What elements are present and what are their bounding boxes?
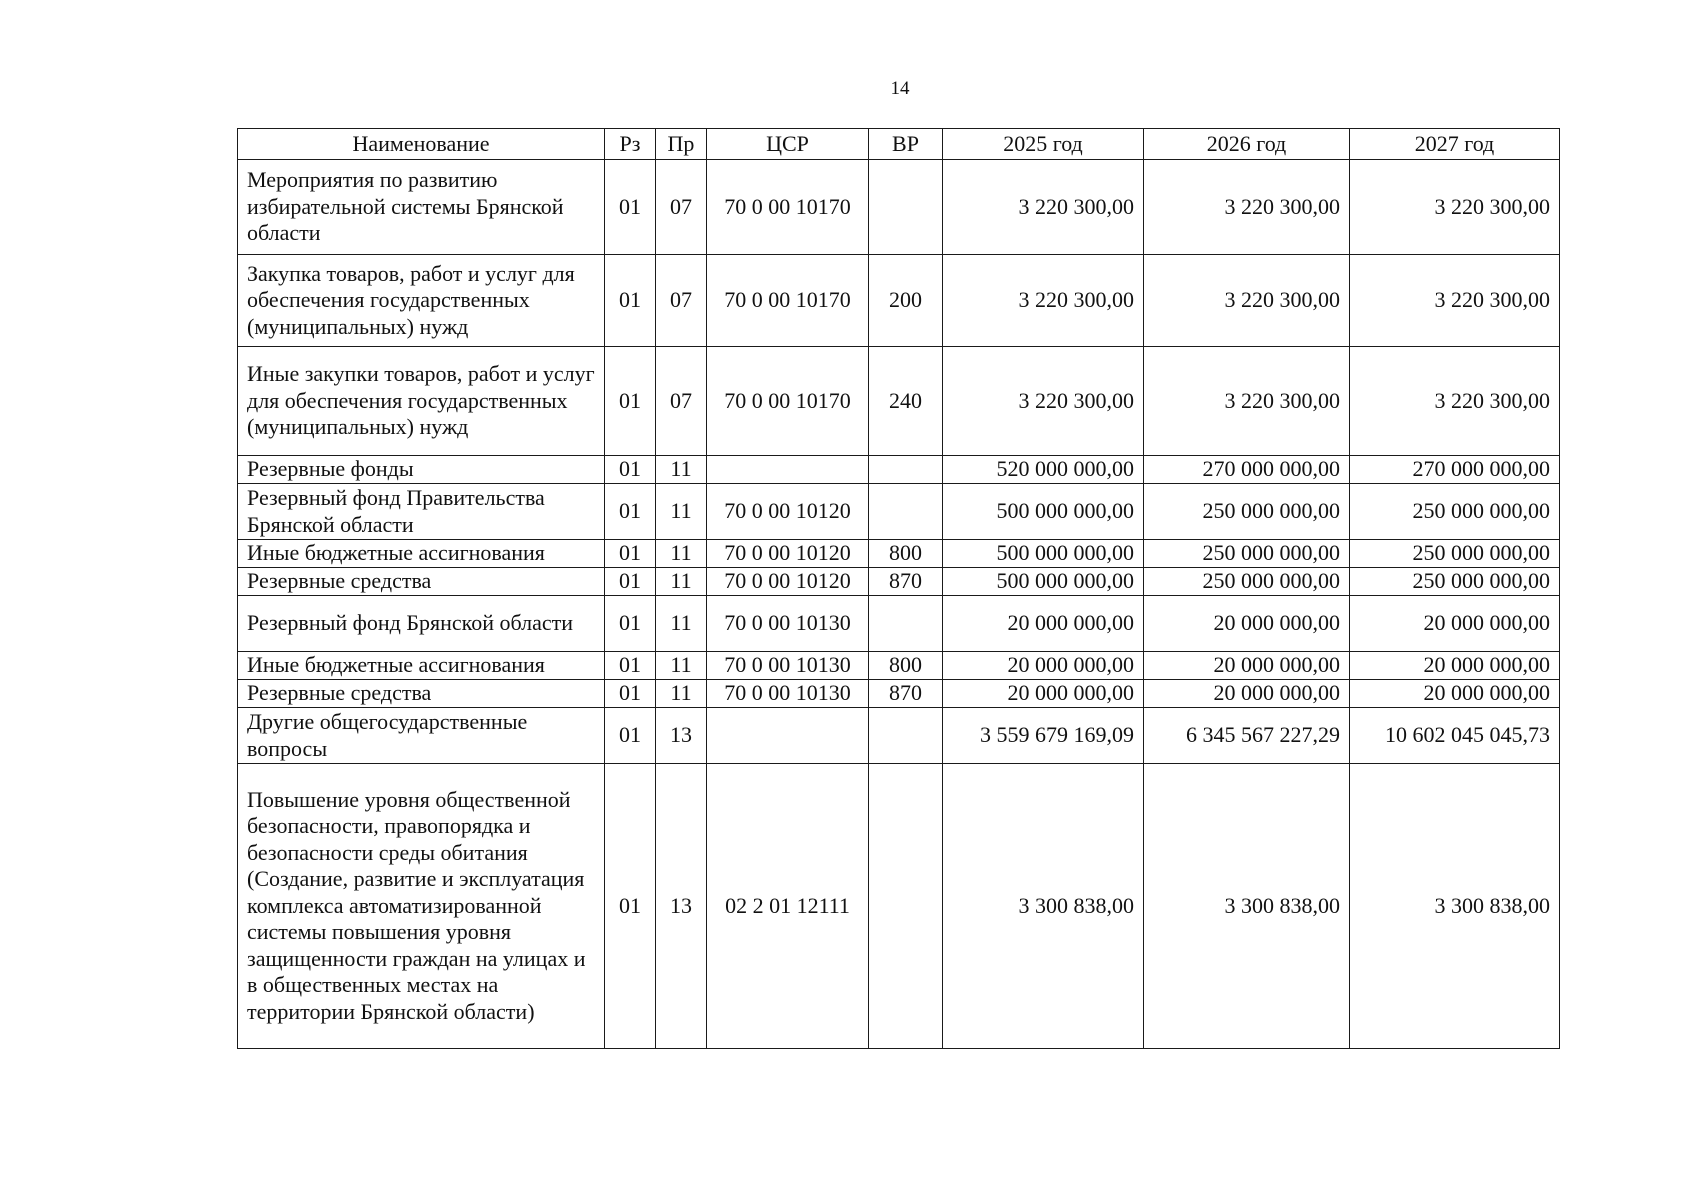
cell-2025: 20 000 000,00 xyxy=(943,596,1144,652)
cell-2025: 520 000 000,00 xyxy=(943,456,1144,484)
table-row xyxy=(238,708,1560,764)
cell-2027: 20 000 000,00 xyxy=(1350,680,1560,708)
budget-table xyxy=(237,128,1560,1049)
cell-name: Повышение уровня общественной безопасности, правопорядка и безопасности среды обитания (Создание, развитие и эксплуатация комплекса автоматизированной системы повышения уровня защищенности граждан на улицах и в общественных местах на территории Брянской области) xyxy=(238,764,605,1049)
table-row xyxy=(238,680,1560,708)
cell-csr: 70 0 00 10170 xyxy=(707,160,869,255)
cell-2025: 3 220 300,00 xyxy=(943,347,1144,456)
cell-vr: 870 xyxy=(869,568,943,596)
cell-pr: 11 xyxy=(656,596,707,652)
cell-2025: 3 220 300,00 xyxy=(943,160,1144,255)
cell-pr: 07 xyxy=(656,255,707,347)
cell-csr: 70 0 00 10120 xyxy=(707,484,869,540)
cell-2026: 3 220 300,00 xyxy=(1144,255,1350,347)
header-pr: Пр xyxy=(656,129,707,160)
table-row xyxy=(238,456,1560,484)
cell-2025: 3 300 838,00 xyxy=(943,764,1144,1049)
table-row xyxy=(238,484,1560,540)
cell-name: Резервные фонды xyxy=(238,456,605,484)
cell-rz: 01 xyxy=(605,484,656,540)
cell-rz: 01 xyxy=(605,764,656,1049)
cell-rz: 01 xyxy=(605,708,656,764)
cell-2026: 3 300 838,00 xyxy=(1144,764,1350,1049)
table-row xyxy=(238,160,1560,255)
cell-vr xyxy=(869,484,943,540)
cell-2027: 3 220 300,00 xyxy=(1350,255,1560,347)
cell-2027: 20 000 000,00 xyxy=(1350,596,1560,652)
cell-2027: 3 300 838,00 xyxy=(1350,764,1560,1049)
table-header-row xyxy=(238,129,1560,160)
cell-2025: 500 000 000,00 xyxy=(943,540,1144,568)
cell-csr: 70 0 00 10130 xyxy=(707,596,869,652)
cell-name: Резервные средства xyxy=(238,680,605,708)
cell-2026: 3 220 300,00 xyxy=(1144,347,1350,456)
cell-vr: 870 xyxy=(869,680,943,708)
cell-2026: 250 000 000,00 xyxy=(1144,540,1350,568)
cell-name: Иные бюджетные ассигнования xyxy=(238,652,605,680)
cell-2026: 20 000 000,00 xyxy=(1144,652,1350,680)
table-row xyxy=(238,652,1560,680)
cell-rz: 01 xyxy=(605,540,656,568)
header-rz: Рз xyxy=(605,129,656,160)
table-row xyxy=(238,596,1560,652)
cell-pr: 11 xyxy=(656,484,707,540)
cell-name: Иные бюджетные ассигнования xyxy=(238,540,605,568)
header-name: Наименование xyxy=(238,129,605,160)
cell-name: Резервные средства xyxy=(238,568,605,596)
cell-2027: 3 220 300,00 xyxy=(1350,347,1560,456)
cell-name: Иные закупки товаров, работ и услуг для обеспечения государственных (муниципальных) нужд xyxy=(238,347,605,456)
cell-rz: 01 xyxy=(605,160,656,255)
cell-name: Резервный фонд Брянской области xyxy=(238,596,605,652)
cell-rz: 01 xyxy=(605,568,656,596)
cell-csr xyxy=(707,456,869,484)
cell-csr: 70 0 00 10170 xyxy=(707,347,869,456)
cell-pr: 11 xyxy=(656,680,707,708)
cell-pr: 11 xyxy=(656,568,707,596)
cell-pr: 13 xyxy=(656,708,707,764)
cell-pr: 07 xyxy=(656,160,707,255)
cell-2025: 20 000 000,00 xyxy=(943,652,1144,680)
table-row xyxy=(238,568,1560,596)
header-csr: ЦСР xyxy=(707,129,869,160)
cell-name: Другие общегосударственные вопросы xyxy=(238,708,605,764)
cell-name: Резервный фонд Правительства Брянской области xyxy=(238,484,605,540)
header-2027: 2027 год xyxy=(1350,129,1560,160)
cell-pr: 11 xyxy=(656,456,707,484)
cell-2027: 250 000 000,00 xyxy=(1350,484,1560,540)
cell-csr: 70 0 00 10120 xyxy=(707,568,869,596)
cell-pr: 13 xyxy=(656,764,707,1049)
cell-2027: 3 220 300,00 xyxy=(1350,160,1560,255)
cell-2026: 20 000 000,00 xyxy=(1144,596,1350,652)
cell-vr xyxy=(869,596,943,652)
cell-rz: 01 xyxy=(605,255,656,347)
cell-2025: 500 000 000,00 xyxy=(943,568,1144,596)
cell-csr xyxy=(707,708,869,764)
header-2026: 2026 год xyxy=(1144,129,1350,160)
cell-vr: 200 xyxy=(869,255,943,347)
header-vr: ВР xyxy=(869,129,943,160)
cell-name: Закупка товаров, работ и услуг для обеспечения государственных (муниципальных) нужд xyxy=(238,255,605,347)
cell-2027: 270 000 000,00 xyxy=(1350,456,1560,484)
cell-csr: 70 0 00 10170 xyxy=(707,255,869,347)
cell-csr: 70 0 00 10130 xyxy=(707,680,869,708)
cell-pr: 11 xyxy=(656,652,707,680)
cell-csr: 02 2 01 12111 xyxy=(707,764,869,1049)
cell-vr xyxy=(869,456,943,484)
cell-vr: 800 xyxy=(869,540,943,568)
cell-csr: 70 0 00 10130 xyxy=(707,652,869,680)
cell-name: Мероприятия по развитию избирательной системы Брянской области xyxy=(238,160,605,255)
cell-2027: 250 000 000,00 xyxy=(1350,540,1560,568)
cell-vr xyxy=(869,160,943,255)
cell-vr: 240 xyxy=(869,347,943,456)
cell-rz: 01 xyxy=(605,456,656,484)
cell-2027: 20 000 000,00 xyxy=(1350,652,1560,680)
cell-2026: 20 000 000,00 xyxy=(1144,680,1350,708)
cell-2025: 3 220 300,00 xyxy=(943,255,1144,347)
cell-csr: 70 0 00 10120 xyxy=(707,540,869,568)
page-number: 14 xyxy=(890,78,910,99)
cell-vr xyxy=(869,764,943,1049)
cell-pr: 07 xyxy=(656,347,707,456)
cell-2027: 250 000 000,00 xyxy=(1350,568,1560,596)
table-row xyxy=(238,764,1560,1049)
cell-rz: 01 xyxy=(605,596,656,652)
table-row xyxy=(238,540,1560,568)
cell-vr: 800 xyxy=(869,652,943,680)
cell-rz: 01 xyxy=(605,680,656,708)
cell-2025: 500 000 000,00 xyxy=(943,484,1144,540)
cell-2026: 250 000 000,00 xyxy=(1144,484,1350,540)
cell-rz: 01 xyxy=(605,652,656,680)
cell-pr: 11 xyxy=(656,540,707,568)
cell-2026: 6 345 567 227,29 xyxy=(1144,708,1350,764)
cell-vr xyxy=(869,708,943,764)
cell-rz: 01 xyxy=(605,347,656,456)
table-row xyxy=(238,347,1560,456)
cell-2026: 250 000 000,00 xyxy=(1144,568,1350,596)
cell-2026: 3 220 300,00 xyxy=(1144,160,1350,255)
header-2025: 2025 год xyxy=(943,129,1144,160)
cell-2027: 10 602 045 045,73 xyxy=(1350,708,1560,764)
cell-2025: 20 000 000,00 xyxy=(943,680,1144,708)
cell-2026: 270 000 000,00 xyxy=(1144,456,1350,484)
cell-2025: 3 559 679 169,09 xyxy=(943,708,1144,764)
table-row xyxy=(238,255,1560,347)
